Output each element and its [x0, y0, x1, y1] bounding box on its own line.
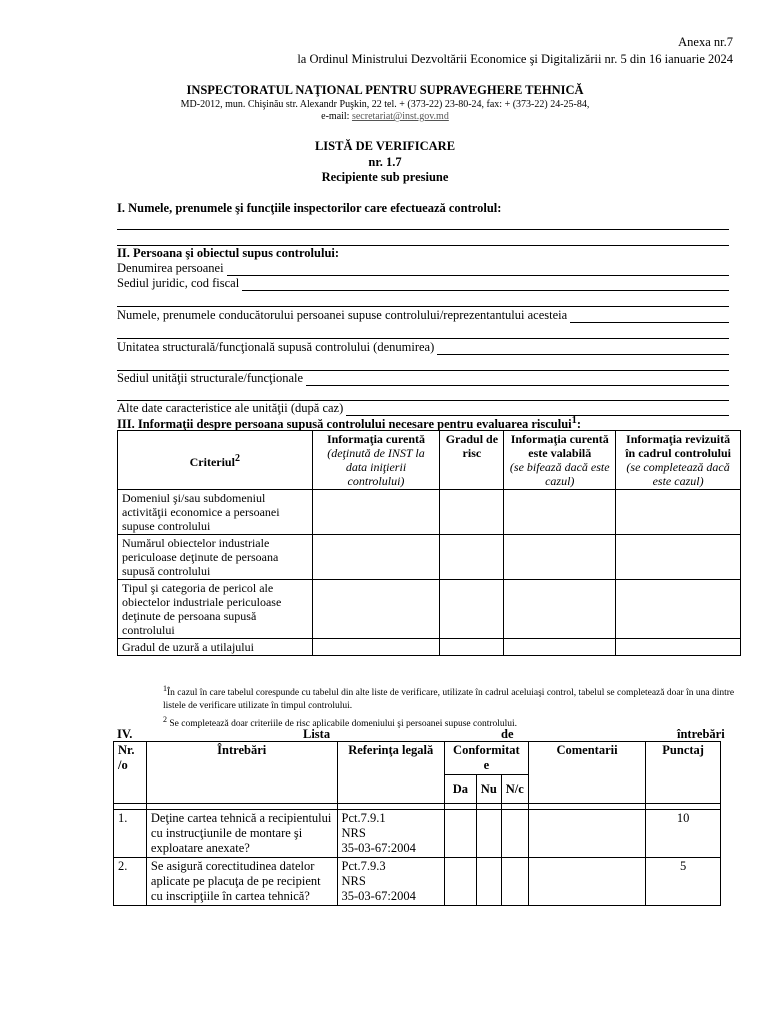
question-number: 2. — [114, 858, 147, 906]
gradul-risc-cell[interactable] — [440, 639, 504, 656]
checklist-number: nr. 1.7 — [368, 154, 402, 169]
question-text: Se asigură corectitudinea datelor aplicate pe placuţa de pe recipient cu inscripţiile în cartea tehnică? — [146, 858, 337, 906]
table-row — [118, 639, 741, 656]
email-link[interactable]: secretariat@inst.gov.md — [351, 111, 449, 122]
col-conformitate: Conformitat e — [444, 742, 528, 775]
annex-number: Anexa nr.7 — [678, 35, 733, 49]
institution-name: INSPECTORATUL NAŢIONAL PENTRU SUPRAVEGHERE TEHNICĂ — [186, 83, 584, 97]
section-3-heading-text: III. Informaţii despre persoana supusă controlului necesare pentru evaluarea riscului — [117, 417, 572, 432]
col-gradul-risc: Gradul de risc — [440, 431, 504, 490]
col-info-revizuita-label: Informaţia revizuită în cadrul controlului — [625, 432, 731, 460]
risk-info-table — [117, 430, 741, 656]
nc-checkbox-cell[interactable] — [501, 858, 528, 906]
conducator-input-line[interactable] — [570, 311, 729, 323]
legal-reference-point: Pct.7.9.3 — [341, 859, 386, 873]
footnote-2-text: Se completează doar criteriile de risc aplicabile domeniului şi persoanei supuse controlului. — [169, 719, 518, 730]
col-punctaj: Punctaj — [646, 742, 721, 804]
questions-table — [113, 741, 721, 906]
section-3-footnote-ref: 1 — [571, 415, 577, 426]
alte-date-label: Alte date caracteristice ale unităţii (după caz) — [117, 401, 344, 415]
section-3-heading-colon: : — [576, 417, 582, 432]
info-revizuita-cell[interactable] — [616, 490, 741, 535]
col-nr: Nr. /o — [114, 742, 147, 804]
legal-reference-norm: NRS — [341, 826, 366, 840]
col-nc: N/c — [501, 775, 528, 804]
criteriu-cell: Numărul obiectelor industriale periculoase deţinute de persoana supusă controlului — [118, 535, 313, 580]
col-criteriul-label: Criteriul — [189, 454, 235, 469]
section-4-word-lista: Lista — [303, 727, 331, 741]
section-4-number: IV. — [117, 727, 133, 741]
col-comentarii: Comentarii — [528, 742, 645, 804]
info-curenta-cell[interactable] — [312, 535, 440, 580]
sediul-unitatii-field[interactable] — [117, 371, 729, 386]
legal-reference-norm: NRS — [341, 874, 366, 888]
footnote-2 — [163, 713, 735, 731]
col-referinta: Referinţa legală — [337, 742, 444, 804]
da-checkbox-cell[interactable] — [444, 810, 476, 858]
info-curenta-cell[interactable] — [312, 639, 440, 656]
annex-order-reference: la Ordinul Ministrului Dezvoltării Economice şi Digitalizării nr. 5 din 16 ianuarie 2024 — [297, 52, 733, 66]
email-label: e-mail: — [321, 111, 350, 122]
col-info-revizuita-note: (se completează dacă este cazul) — [626, 460, 730, 488]
footnote-2-mark: 2 — [163, 715, 167, 725]
criteriu-cell: Gradul de uzură a utilajului — [118, 639, 313, 656]
table-row — [114, 858, 721, 906]
sediul-field[interactable] — [117, 276, 729, 291]
info-valabila-cell[interactable] — [504, 535, 616, 580]
info-revizuita-cell[interactable] — [616, 639, 741, 656]
col-info-valabila-label: Informaţia curentă este valabilă — [510, 432, 609, 460]
info-valabila-cell[interactable] — [504, 490, 616, 535]
col-criteriul-footnote-ref: 2 — [234, 452, 240, 464]
denumirea-input-line[interactable] — [227, 264, 729, 276]
institution-address-block — [0, 99, 770, 123]
checklist-subject: Recipiente sub presiune — [321, 170, 449, 184]
table-row — [118, 535, 741, 580]
sediul-extra-line[interactable] — [117, 306, 729, 307]
col-da: Da — [444, 775, 476, 804]
unitatea-input-line[interactable] — [437, 343, 729, 355]
question-number: 1. — [114, 810, 147, 858]
section-2-heading: II. Persoana şi obiectul supus controlului: — [117, 246, 340, 260]
checklist-title-block — [0, 139, 770, 186]
info-curenta-cell[interactable] — [312, 580, 440, 639]
legal-reference — [337, 858, 444, 906]
comment-cell[interactable] — [528, 858, 645, 906]
col-info-valabila-note: (se bifează dacă este cazul) — [509, 460, 610, 488]
table-row — [118, 490, 741, 535]
score-cell: 5 — [646, 858, 721, 906]
conducator-label: Numele, prenumele conducătorului persoanei supuse controlului/reprezentantului acesteia — [117, 308, 568, 322]
unitatea-label: Unitatea structurală/funcţională supusă controlului (denumirea) — [117, 340, 435, 354]
section-1-heading: I. Numele, prenumele şi funcţiile inspectorilor care efectuează controlul: — [117, 201, 502, 215]
conducator-field[interactable] — [117, 308, 729, 323]
table-row — [114, 810, 721, 858]
conducator-extra-line[interactable] — [117, 338, 729, 339]
institution-address: MD-2012, mun. Chişinău str. Alexandr Puşkin, 22 tel. + (373-22) 23-80-24, fax: + (373-22) 24-25-84, — [180, 99, 590, 110]
nu-checkbox-cell[interactable] — [476, 810, 501, 858]
col-info-curenta — [312, 431, 440, 490]
col-info-revizuita — [616, 431, 741, 490]
gradul-risc-cell[interactable] — [440, 580, 504, 639]
info-revizuita-cell[interactable] — [616, 535, 741, 580]
section-4-word-de: de — [501, 727, 514, 741]
question-text: Deţine cartea tehnică a recipientului cu instrucţiunile de montare şi exploatare anexate? — [146, 810, 337, 858]
denumirea-field[interactable] — [117, 261, 729, 276]
table-row — [118, 580, 741, 639]
da-checkbox-cell[interactable] — [444, 858, 476, 906]
nc-checkbox-cell[interactable] — [501, 810, 528, 858]
risk-table-header-row — [118, 431, 741, 490]
gradul-risc-cell[interactable] — [440, 535, 504, 580]
questions-header-row — [114, 742, 721, 775]
nu-checkbox-cell[interactable] — [476, 858, 501, 906]
alte-date-field[interactable] — [117, 401, 729, 416]
sediul-unitatii-input-line[interactable] — [306, 374, 729, 386]
annex-header — [297, 34, 733, 68]
info-revizuita-cell[interactable] — [616, 580, 741, 639]
denumirea-label: Denumirea persoanei — [117, 261, 224, 275]
col-info-curenta-note: (deţinută de INST la data iniţierii controlului) — [327, 446, 425, 488]
footnotes — [163, 682, 735, 731]
institution-email-line — [0, 111, 770, 123]
info-curenta-cell[interactable] — [312, 490, 440, 535]
footnote-1 — [163, 682, 735, 713]
info-valabila-cell[interactable] — [504, 580, 616, 639]
col-criteriul — [118, 431, 313, 490]
info-valabila-cell[interactable] — [504, 639, 616, 656]
sediul-input-line[interactable] — [242, 279, 729, 291]
col-info-curenta-label: Informaţia curentă — [326, 432, 426, 446]
legal-reference-code: 35-03-67:2004 — [341, 889, 416, 903]
footnote-1-mark: 1 — [163, 684, 167, 693]
inspector-line-1[interactable] — [117, 229, 729, 230]
sediul-label: Sediul juridic, cod fiscal — [117, 276, 240, 290]
legal-reference-point: Pct.7.9.1 — [341, 811, 386, 825]
checklist-title: LISTĂ DE VERIFICARE — [314, 139, 456, 153]
legal-reference — [337, 810, 444, 858]
comment-cell[interactable] — [528, 810, 645, 858]
legal-reference-code: 35-03-67:2004 — [341, 841, 416, 855]
unitatea-field[interactable] — [117, 340, 729, 355]
sediul-unitatii-label: Sediul unităţii structurale/funcţionale — [117, 371, 304, 385]
footnote-1-text: În cazul în care tabelul corespunde cu tabelul din alte liste de verificare, utilizate în cadrul aceluiaşi control, tabelul se completează doar în una dintre listele de verificare utilizate în timpul controlului. — [163, 688, 735, 712]
col-intrebari: Întrebări — [146, 742, 337, 804]
criteriu-cell: Domeniul şi/sau subdomeniul activităţii economice a persoanei supuse controlului — [118, 490, 313, 535]
section-4-word-intrebari: întrebări — [677, 727, 725, 741]
criteriu-cell: Tipul şi categoria de pericol ale obiectelor industriale periculoase deţinute de persoana supusă controlului — [118, 580, 313, 639]
score-cell: 10 — [646, 810, 721, 858]
col-info-valabila — [504, 431, 616, 490]
gradul-risc-cell[interactable] — [440, 490, 504, 535]
col-nu: Nu — [476, 775, 501, 804]
